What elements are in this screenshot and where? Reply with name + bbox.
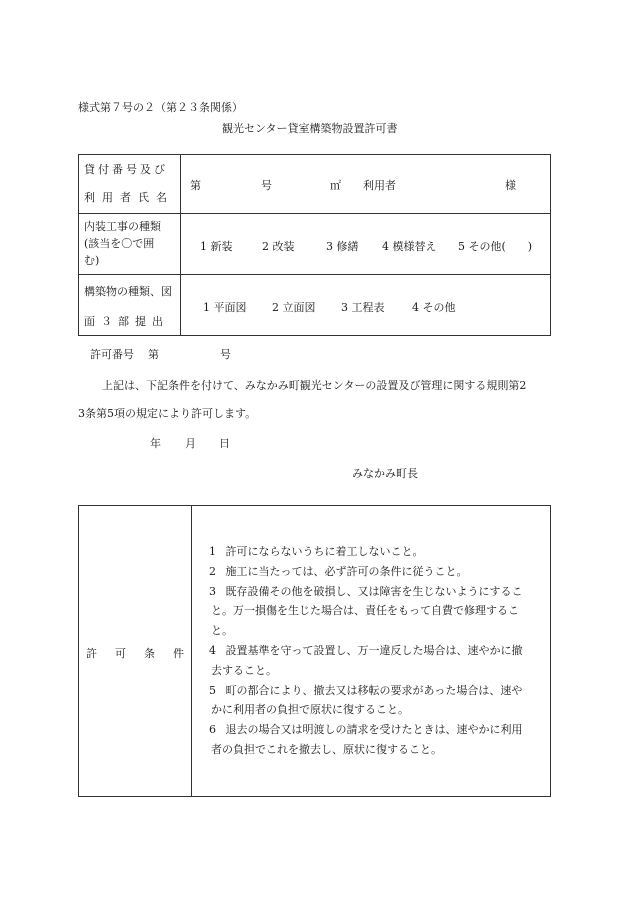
conditions-list: [202, 542, 547, 760]
construction-option-new: 1 新装: [200, 240, 233, 253]
date-year: 年: [150, 437, 161, 450]
table-border: [78, 154, 79, 336]
table-border: [78, 505, 79, 797]
table-border: [550, 505, 551, 797]
construction-option-repair: 3 修繕: [326, 240, 359, 253]
body-text-line1: 上記は、下記条件を付けて、みなかみ町観光センターの設置及び管理に関する規則第2: [102, 379, 527, 392]
conditions-label: 許可条件: [86, 647, 202, 660]
table-border: [78, 154, 551, 155]
honorific: 様: [505, 179, 516, 192]
user-label: 利用者: [363, 179, 396, 192]
date-month: 月: [185, 437, 196, 450]
table-border: [180, 154, 181, 336]
lease-number-dai: 第: [190, 179, 201, 192]
condition-item: 4 設置基準を守って設置し、万一違反した場合は、速やかに撤 去すること。: [209, 643, 523, 677]
condition-item: 2 施工に当たっては、必ず許可の条件に従うこと。: [209, 564, 468, 578]
construction-option-other: 5 その他( ): [458, 240, 533, 253]
table-border: [78, 796, 551, 797]
construction-option-remodel: 4 模様替え: [382, 240, 437, 253]
table-border: [78, 213, 551, 214]
form-number: 様式第７号の２（第２３条関係）: [78, 101, 243, 114]
construction-type-label: 内装工事の種類 (該当を〇で囲 む): [84, 220, 161, 267]
document-title: 観光センター貸室構築物設置許可書: [222, 122, 398, 135]
table-border: [78, 335, 551, 336]
drawing-option-plan: 1 平面図: [203, 301, 247, 314]
drawing-option-schedule: 3 工程表: [341, 301, 385, 314]
permit-number-label: 許可番号: [90, 348, 134, 361]
construction-option-renovation: 2 改装: [262, 240, 295, 253]
structure-type-label: 構築物の種類、図 面３部提出: [84, 285, 172, 328]
table-border: [78, 274, 551, 275]
drawing-option-other: 4 その他: [412, 301, 456, 314]
condition-item: 3 既存設備その他を破損し、又は障害を生じないようにするこ と。万一損傷を生じた場合は、責任をもって自費で修理するこ と。: [209, 584, 523, 638]
condition-item: 6 退去の場合又は明渡しの請求を受けたときは、速やかに利用 者の負担でこれを撤去し、原状に復すること。: [209, 723, 523, 756]
table-border: [550, 154, 551, 336]
area-unit: ㎡: [330, 179, 341, 192]
condition-item: 5 町の都合により、撤去又は移転の要求があった場合は、速や かに利用者の負担で原状に復すること。: [209, 683, 523, 717]
condition-item: 1 許可にならないうちに着工しないこと。: [209, 545, 424, 558]
table-border: [78, 505, 551, 506]
body-text-line2: 3条第5項の規定により許可します。: [78, 407, 257, 420]
permit-number-dai: 第: [148, 348, 159, 361]
drawing-option-elevation: 2 立面図: [272, 301, 316, 314]
lease-number-go: 号: [261, 179, 272, 192]
issuer: みなかみ町長: [352, 467, 418, 480]
lease-number-label: 貸付番号及び 利用者氏名: [84, 163, 174, 204]
permit-number-go: 号: [220, 348, 231, 361]
date-day: 日: [219, 437, 230, 450]
